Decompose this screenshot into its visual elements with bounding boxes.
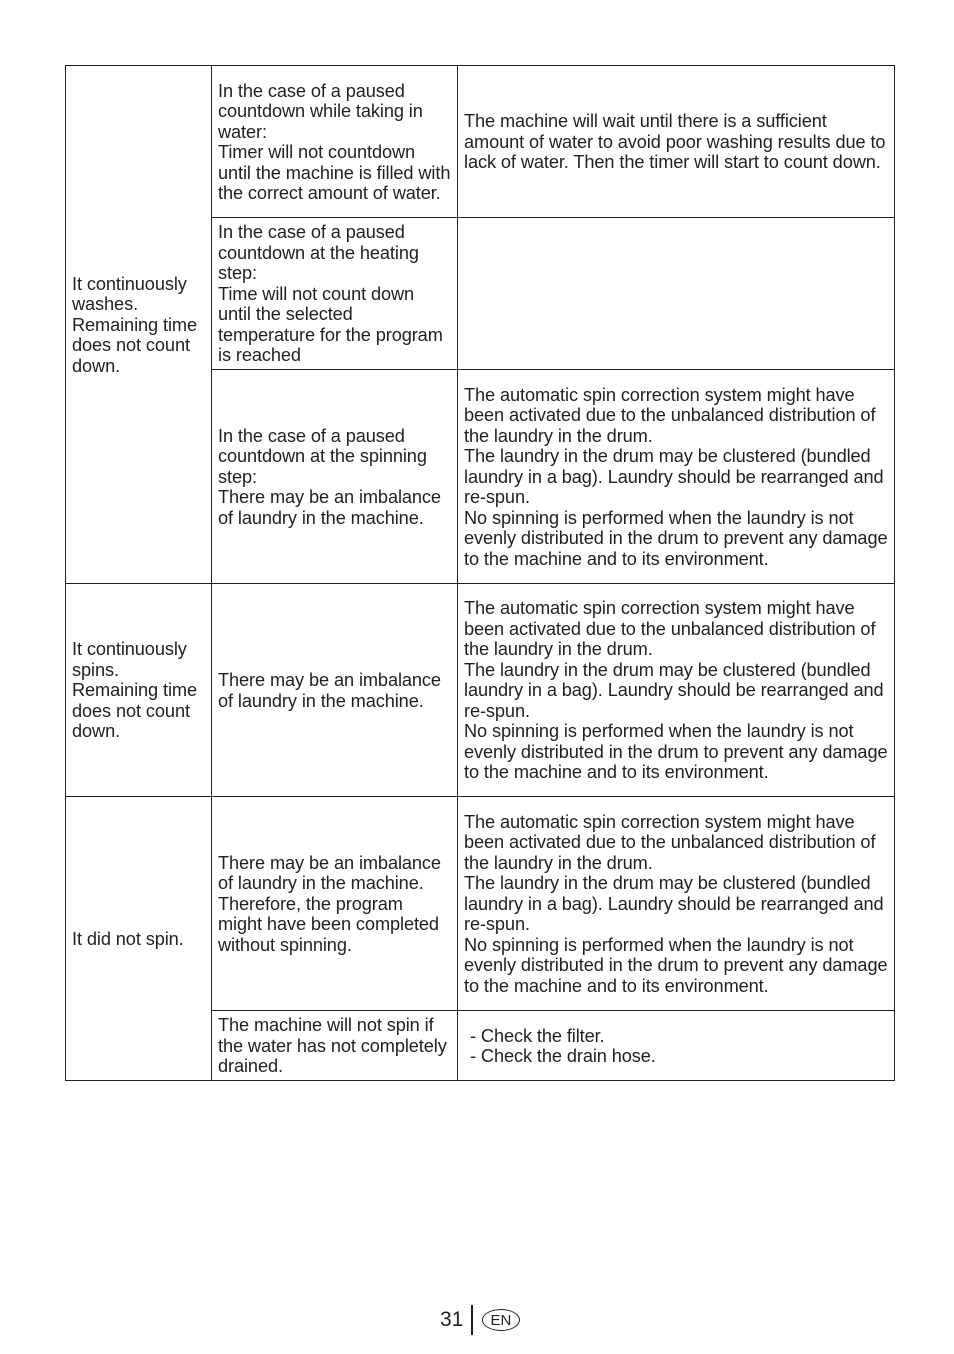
cause-line: In the case of a paused countdown while taking in water:	[218, 80, 423, 142]
solution-line: The laundry in the drum may be clustered (bundled laundry in a bag). Laundry should be rearranged and re-spun.	[464, 446, 884, 508]
cause-cell	[212, 218, 458, 370]
troubleshooting-table	[65, 65, 895, 1081]
page-number: 31	[440, 1308, 464, 1331]
solution-cell	[458, 66, 895, 218]
cause-line: In the case of a paused countdown at the heating step:	[218, 222, 419, 284]
problem-text: It continuously spins. Remaining time does not count down.	[72, 639, 197, 742]
solution-line: - Check the filter.	[470, 1025, 605, 1046]
problem-cell	[66, 584, 212, 797]
solution-line: The automatic spin correction system might have been activated due to the unbalanced distribution of the laundry in the drum.	[464, 598, 876, 660]
cause-line: Time will not count down until the selected temperature for the program is reached	[218, 283, 443, 366]
cause-cell	[212, 370, 458, 584]
cause-cell	[212, 584, 458, 797]
solution-cell	[458, 797, 895, 1011]
problem-text: It did not spin.	[72, 928, 184, 949]
problem-cell	[66, 66, 212, 584]
solution-cell	[458, 1011, 895, 1081]
solution-line: The machine will wait until there is a sufficient amount of water to avoid poor washing results due to lack of water. Then the timer will start to count down.	[464, 111, 886, 173]
problem-text: It continuously washes. Remaining time does not count down.	[72, 273, 197, 376]
table-row	[66, 797, 895, 1011]
cause-line: In the case of a paused countdown at the spinning step:	[218, 425, 427, 487]
cause-line: The machine will not spin if the water has not completely drained.	[218, 1015, 447, 1077]
solution-line: The laundry in the drum may be clustered (bundled laundry in a bag). Laundry should be rearranged and re-spun.	[464, 873, 884, 935]
page-footer	[440, 1305, 520, 1335]
solution-line: The automatic spin correction system might have been activated due to the unbalanced distribution of the laundry in the drum.	[464, 811, 876, 873]
solution-line: No spinning is performed when the laundry is not evenly distributed in the drum to prevent any damage to the machine and to its environment.	[464, 721, 888, 783]
footer-divider	[471, 1305, 473, 1335]
table-row	[66, 66, 895, 218]
cause-line: There may be an imbalance of laundry in the machine. Therefore, the program might have been completed without spinning.	[218, 852, 441, 955]
solution-cell	[458, 584, 895, 797]
solution-cell	[458, 370, 895, 584]
solution-line: - Check the drain hose.	[470, 1046, 656, 1066]
cause-cell	[212, 66, 458, 218]
cause-line: There may be an imbalance of laundry in the machine.	[218, 670, 441, 711]
problem-cell	[66, 797, 212, 1081]
solution-cell-empty	[458, 218, 895, 370]
language-badge: EN	[482, 1309, 520, 1331]
solution-line: No spinning is performed when the laundry is not evenly distributed in the drum to prevent any damage to the machine and to its environment.	[464, 934, 888, 996]
solution-line: No spinning is performed when the laundry is not evenly distributed in the drum to prevent any damage to the machine and to its environment.	[464, 507, 888, 569]
cause-line: There may be an imbalance of laundry in the machine.	[218, 487, 441, 528]
solution-line: The laundry in the drum may be clustered (bundled laundry in a bag). Laundry should be rearranged and re-spun.	[464, 659, 884, 721]
table-row	[66, 584, 895, 797]
cause-cell	[212, 1011, 458, 1081]
cause-cell	[212, 797, 458, 1011]
cause-line: Timer will not countdown until the machine is filled with the correct amount of water.	[218, 142, 451, 203]
solution-line: The automatic spin correction system might have been activated due to the unbalanced distribution of the laundry in the drum.	[464, 384, 876, 446]
